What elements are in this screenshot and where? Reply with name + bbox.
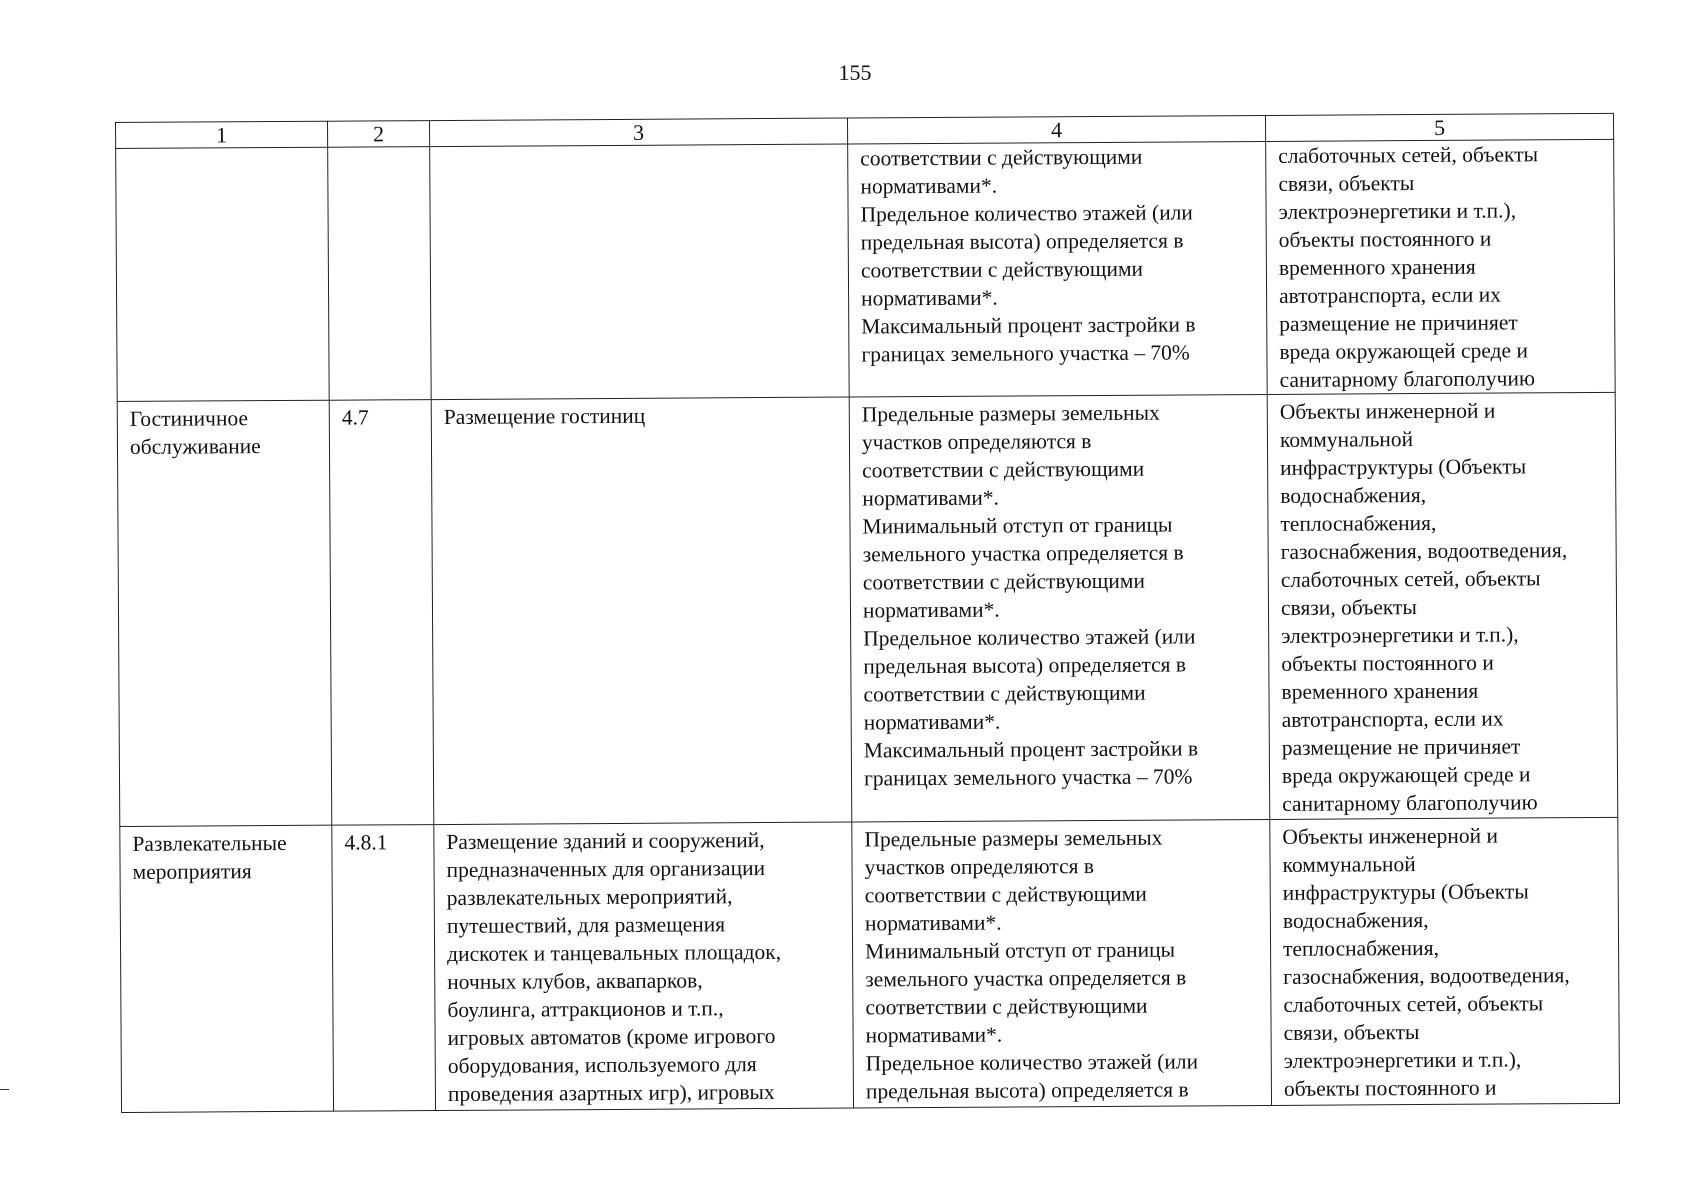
land-use-table bbox=[115, 113, 1620, 1113]
column-header-1: 1 bbox=[116, 121, 328, 148]
cell-text-line: предельная высота) определяется в bbox=[865, 1077, 1189, 1104]
description-cell bbox=[431, 397, 852, 825]
auxiliary-uses-cell bbox=[1270, 817, 1620, 1105]
use-type-cell bbox=[117, 400, 332, 826]
cell-text-line: вреда окружающей среде и bbox=[1281, 762, 1531, 788]
cell-text-line: нормативами*. bbox=[862, 485, 1000, 511]
parameters-cell bbox=[849, 394, 1270, 822]
table-row-entertainment bbox=[120, 817, 1620, 1112]
cell-text-line: связи, объекты bbox=[1278, 171, 1415, 196]
cell-text-line: нормативами*. bbox=[860, 173, 998, 199]
cell-text-line: временного хранения bbox=[1281, 678, 1479, 704]
cell-text-line: размещение не причиняет bbox=[1279, 310, 1518, 336]
cell-text-line: путешествий, для размещения bbox=[446, 912, 726, 938]
cell-text-line: предназначенных для организации bbox=[446, 856, 766, 882]
cell-text-line: водоснабжения, bbox=[1280, 482, 1427, 508]
description-cell bbox=[434, 822, 854, 1111]
cell-text-line: участков определяются в bbox=[864, 854, 1095, 880]
cell-text-line: временного хранения bbox=[1278, 254, 1476, 280]
column-header-4: 4 bbox=[847, 115, 1265, 144]
cell-text-line: Развлекательные bbox=[132, 830, 287, 856]
cell-text-line: объекты постоянного и bbox=[1278, 226, 1492, 252]
cell-text-line: нормативами*. bbox=[864, 910, 1002, 936]
cell-text-line: Объекты инженерной и bbox=[1279, 398, 1496, 424]
cell-text-line: Минимальный отступ от границы bbox=[862, 512, 1173, 539]
cell-text-line: Предельные размеры земельных bbox=[864, 825, 1163, 852]
cell-text-line: автотранспорта, если их bbox=[1279, 282, 1502, 308]
cell-text-line: развлекательных мероприятий, bbox=[446, 884, 733, 910]
cell-text-line: электроэнергетики и т.п.), bbox=[1283, 1047, 1522, 1073]
cell-text-line: автотранспорта, если их bbox=[1281, 706, 1504, 732]
cell-text-line: слаботочных сетей, объекты bbox=[1283, 991, 1544, 1017]
page-number: 155 bbox=[838, 60, 872, 85]
cell-text-line: газоснабжения, водоотведения, bbox=[1280, 538, 1568, 564]
cell-text-line: теплоснабжения, bbox=[1282, 935, 1439, 961]
code-cell: 4.7 bbox=[329, 400, 434, 826]
cell-text-line: участков определяются в bbox=[861, 429, 1092, 455]
cell-text-line: боулинга, аттракционов и т.п., bbox=[447, 996, 724, 1022]
cell-text-line: санитарному благополучию bbox=[1279, 366, 1536, 392]
cell-text-line: размещение не причиняет bbox=[1281, 734, 1521, 760]
parameters-cell bbox=[848, 141, 1268, 397]
cell-text-line: инфраструктуры (Объекты bbox=[1280, 454, 1527, 480]
cell-text-line: границах земельного участка – 70% bbox=[863, 764, 1193, 791]
cell-text-line: обслуживание bbox=[129, 434, 261, 459]
cell-text-line: теплоснабжения, bbox=[1280, 510, 1437, 536]
description-cell bbox=[430, 144, 850, 400]
cell-text-line: нормативами*. bbox=[862, 597, 1000, 623]
code-cell: 4.8.1 bbox=[332, 825, 436, 1112]
cell-text-line: проведения азартных игр), игровых bbox=[447, 1079, 775, 1106]
margin-mark bbox=[0, 1089, 9, 1090]
cell-text-line: электроэнергетики и т.п.), bbox=[1278, 198, 1517, 224]
cell-text-line: Предельное количество этажей (или bbox=[863, 624, 1196, 651]
code-cell bbox=[328, 147, 432, 401]
cell-text-line: игровых автоматов (кроме игрового bbox=[447, 1023, 776, 1050]
cell-text-line: ночных клубов, аквапарков, bbox=[447, 968, 703, 994]
cell-text-line: нормативами*. bbox=[865, 1022, 1003, 1048]
cell-text-line: Предельное количество этажей (или bbox=[865, 1049, 1199, 1076]
cell-text-line: Предельное количество этажей (или bbox=[860, 200, 1193, 227]
column-header-3: 3 bbox=[429, 118, 847, 147]
parameters-cell bbox=[852, 819, 1272, 1108]
use-type-cell bbox=[116, 147, 330, 401]
cell-text-line: предельная высота) определяется в bbox=[863, 652, 1187, 679]
cell-text-line: газоснабжения, водоотведения, bbox=[1283, 963, 1570, 989]
cell-text-line: объекты постоянного и bbox=[1283, 1075, 1497, 1101]
cell-text-line: соответствии с действующими bbox=[860, 256, 1144, 283]
auxiliary-uses-cell bbox=[1267, 392, 1618, 819]
cell-text-line: Максимальный процент застройки в bbox=[863, 736, 1199, 763]
cell-text-line: Размещение гостиниц bbox=[443, 403, 646, 429]
cell-text-line: связи, объекты bbox=[1283, 1020, 1420, 1045]
cell-text-line: нормативами*. bbox=[861, 285, 998, 311]
cell-text-line: электроэнергетики и т.п.), bbox=[1281, 622, 1519, 648]
cell-text-line: Минимальный отступ от границы bbox=[865, 937, 1176, 964]
cell-text-line: объекты постоянного и bbox=[1281, 650, 1494, 676]
cell-text-line: земельного участка определяется в bbox=[862, 540, 1184, 567]
cell-text-line: дискотек и танцевальных площадок, bbox=[447, 939, 782, 966]
cell-text-line: соответствии с действующими bbox=[860, 144, 1143, 171]
cell-text-line: мероприятия bbox=[132, 859, 252, 884]
table-row-continued bbox=[116, 139, 1616, 401]
cell-text-line: соответствии с действующими bbox=[864, 881, 1147, 908]
cell-text-line: Размещение зданий и сооружений, bbox=[446, 828, 765, 854]
column-header-2: 2 bbox=[327, 121, 429, 148]
cell-text-line: коммунальной bbox=[1279, 427, 1414, 452]
cell-text-line: нормативами*. bbox=[863, 709, 1001, 735]
cell-text-line: вреда окружающей среде и bbox=[1279, 338, 1528, 364]
cell-text-line: санитарному благополучию bbox=[1282, 790, 1538, 816]
cell-text-line: границах земельного участка – 70% bbox=[861, 340, 1190, 367]
cell-text-line: слаботочных сетей, объекты bbox=[1278, 142, 1539, 168]
cell-text-line: водоснабжения, bbox=[1282, 907, 1429, 933]
cell-text-line: инфраструктуры (Объекты bbox=[1282, 879, 1529, 905]
cell-text-line: соответствии с действующими bbox=[865, 993, 1148, 1020]
use-type-cell bbox=[120, 825, 334, 1112]
column-header-5: 5 bbox=[1265, 113, 1613, 141]
cell-text-line: связи, объекты bbox=[1280, 595, 1417, 620]
cell-text-line: Предельные размеры земельных bbox=[861, 400, 1160, 427]
cell-text-line: Объекты инженерной и bbox=[1282, 823, 1499, 849]
cell-text-line: слаботочных сетей, объекты bbox=[1280, 566, 1541, 592]
cell-text-line: соответствии с действующими bbox=[862, 568, 1146, 595]
cell-text-line: соответствии с действующими bbox=[862, 456, 1145, 483]
table-row-hotel-services bbox=[117, 392, 1618, 826]
cell-text-line: земельного участка определяется в bbox=[865, 965, 1187, 992]
cell-text-line: Максимальный процент застройки в bbox=[861, 312, 1196, 339]
cell-text-line: Гостиничное bbox=[129, 406, 249, 431]
cell-text-line: предельная высота) определяется в bbox=[860, 228, 1184, 255]
cell-text-line: оборудования, используемого для bbox=[447, 1052, 757, 1078]
auxiliary-uses-cell bbox=[1266, 139, 1616, 394]
cell-text-line: коммунальной bbox=[1282, 852, 1416, 877]
cell-text-line: соответствии с действующими bbox=[863, 680, 1146, 707]
